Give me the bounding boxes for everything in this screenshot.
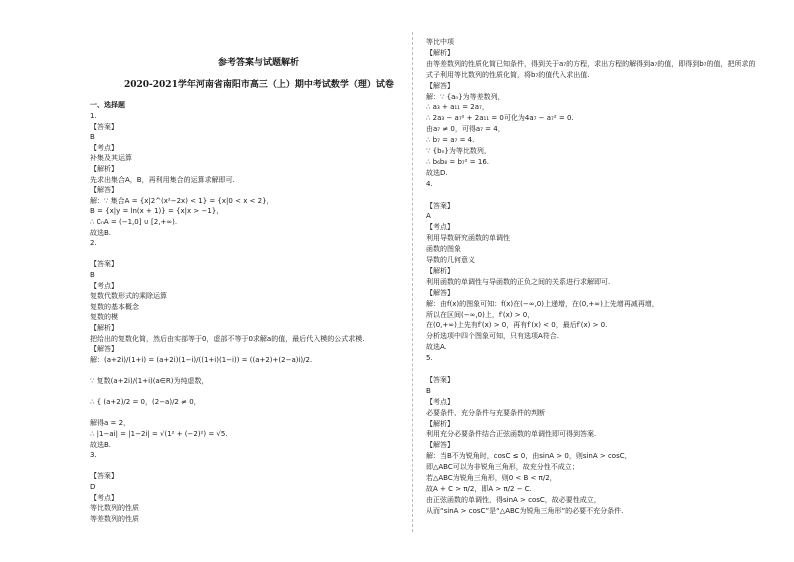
text-line: 由等差数列的性质化简已知条件，得到关于a₇的方程，求出方程的解得到a₇的值，即得到b₇的值，把所求的 — [426, 59, 756, 68]
text-line: ∵ 复数(a+2i)/(1+i)(a∈R)为纯虚数， — [90, 377, 209, 385]
text-line: 4. — [426, 179, 433, 188]
text-line: 所以在区间(−∞,0)上，f′(x) > 0， — [426, 310, 535, 319]
text-line: 【解析】 — [90, 324, 118, 332]
text-line: 故选B. — [90, 440, 112, 449]
text-line: B — [90, 271, 95, 279]
text-line: 【考点】 — [90, 143, 118, 152]
text-line: 从而“sinA > cosC”是“△ABC为锐角三角形”的必要不充分条件. — [426, 506, 624, 515]
text-line: 必要条件、充分条件与充要条件的判断 — [426, 408, 545, 417]
text-line: 【解答】 — [426, 288, 454, 297]
text-line: 分析选项中四个图象可知，只有选项A符合. — [426, 332, 560, 341]
column-divider — [412, 32, 413, 532]
text-line: 利用函数的单调性与导函数的正负之间的关系进行求解即可. — [426, 277, 611, 286]
text-line: 故A + C > π/2，即A > π/2 − C. — [426, 484, 532, 493]
text-line: 式子利用等比数列的性质化简，将b₇的值代入求出值. — [426, 70, 590, 79]
text-line: 【解答】 — [426, 81, 454, 90]
doc-subtitle: 2020-2021学年河南省南阳市高三（上）期中考试数学（理）试卷 — [124, 80, 394, 90]
text-line: 复数代数形式的乘除运算 — [90, 292, 167, 301]
text-line: 【答案】 — [426, 375, 454, 384]
text-line: 【解答】 — [90, 345, 118, 354]
text-line: 2. — [90, 239, 97, 248]
text-line: B = {x|y = ln(x + 1)} = {x|x > −1}， — [90, 207, 224, 216]
text-line: 等比数列的性质 — [90, 504, 139, 513]
text-line: 【解析】 — [90, 165, 118, 173]
text-line: 【考点】 — [90, 281, 118, 290]
text-line: ∴ b₆b₈ = b₇² = 16. — [426, 157, 489, 166]
text-line: A — [426, 212, 431, 221]
text-line: 复数的基本概念 — [90, 302, 139, 311]
text-line: 解：∵ 集合A = {x|2^(x²−2x) < 1} = {x|0 < x < 2}， — [90, 196, 274, 205]
text-line: 【考点】 — [426, 223, 454, 232]
text-line: 【解析】 — [426, 48, 454, 57]
text-line: B — [426, 386, 431, 395]
text-line: 复数的模 — [90, 313, 118, 322]
text-line: D — [90, 483, 96, 491]
text-line: ∵ {bₙ}为等比数列， — [426, 147, 491, 155]
text-line: ∴ { (a+2)/2 = 0，(2−a)/2 ≠ 0， — [90, 398, 201, 407]
text-line: 解：当B不为锐角时，cosC ≤ 0，由sinA > 0，则sinA > cosC， — [426, 452, 632, 461]
text-line: 由正弦函数的单调性，得sinA > cosC，故必要性成立， — [426, 495, 601, 504]
text-line: 5. — [426, 354, 433, 363]
section-heading: 一、选择题 — [90, 101, 125, 109]
text-line: 【解答】 — [90, 186, 118, 195]
text-line: B — [90, 133, 95, 142]
text-line: 补集及其运算 — [90, 154, 132, 163]
text-line: ∴ ∁ₙA = (−1,0] ∪ [2,+∞). — [90, 218, 178, 226]
text-line: 【答案】 — [90, 122, 118, 131]
text-line: ∴ b₇ = a₇ = 4. — [426, 136, 475, 145]
text-line: ∴ a₃ + a₁₁ = 2a₇， — [426, 103, 489, 112]
text-line: 故选A. — [426, 343, 447, 352]
text-line: 利用充分必要条件结合正弦函数的单调性即可得到答案. — [426, 430, 597, 439]
text-line: 导数的几何意义 — [426, 256, 475, 264]
text-line: 解：(a+2i)/(1+i) = (a+2i)(1−i)/((1+i)(1−i)) = ((a+2)+(2−a)i)/2. — [90, 355, 313, 364]
text-line: 即△ABC可以为非锐角三角形，故充分性不成立； — [426, 463, 579, 472]
text-line: 【解答】 — [426, 441, 454, 450]
text-line: 由a₇ ≠ 0，可得a₇ = 4， — [426, 125, 505, 134]
text-line: ∴ 2a₃ − a₇² + 2a₁₁ = 0可化为4a₇ − a₇² = 0. — [426, 114, 574, 123]
text-line: 【解析】 — [426, 419, 454, 428]
text-line: 等比中项 — [426, 38, 454, 46]
text-line: 1. — [90, 112, 97, 120]
text-line: 【答案】 — [426, 201, 454, 210]
text-line: 3. — [90, 451, 97, 460]
text-line: 解：由f(x)的图象可知：f(x)在(−∞,0)上递增，在(0,+∞)上先增再减再增， — [426, 299, 659, 308]
text-line: 把给出的复数化简，然后由实部等于0，虚部不等于0求解a的值，最后代入模的公式求模. — [90, 334, 365, 343]
text-line: 故选B. — [90, 228, 112, 237]
text-line: 【答案】 — [90, 260, 118, 269]
text-line: 在(0,+∞)上先有f′(x) > 0，再有f′(x) < 0，最后f′(x) > 0. — [426, 321, 608, 330]
text-line: 函数的图象 — [426, 245, 461, 254]
text-line: 解得a = 2， — [90, 419, 131, 428]
text-line: 利用导数研究函数的单调性 — [426, 234, 510, 243]
text-line: 若△ABC为锐角三角形，则0 < B < π/2， — [426, 474, 557, 482]
text-line: 解：∵ {aₙ}为等差数列， — [426, 92, 505, 101]
text-line: 故选D. — [426, 168, 448, 177]
text-line: 【考点】 — [90, 493, 118, 502]
text-line: ∴ |1−ai| = |1−2i| = √(1² + (−2)²) = √5. — [90, 430, 228, 438]
text-line: 等差数列的性质 — [90, 514, 139, 523]
text-line: 【考点】 — [426, 397, 454, 406]
text-line: 【答案】 — [90, 472, 118, 481]
text-line: 先求出集合A，B，再利用集合的运算求解即可. — [90, 175, 235, 184]
doc-title: 参考答案与试题解析 — [218, 58, 300, 68]
text-line: 【解析】 — [426, 266, 454, 275]
